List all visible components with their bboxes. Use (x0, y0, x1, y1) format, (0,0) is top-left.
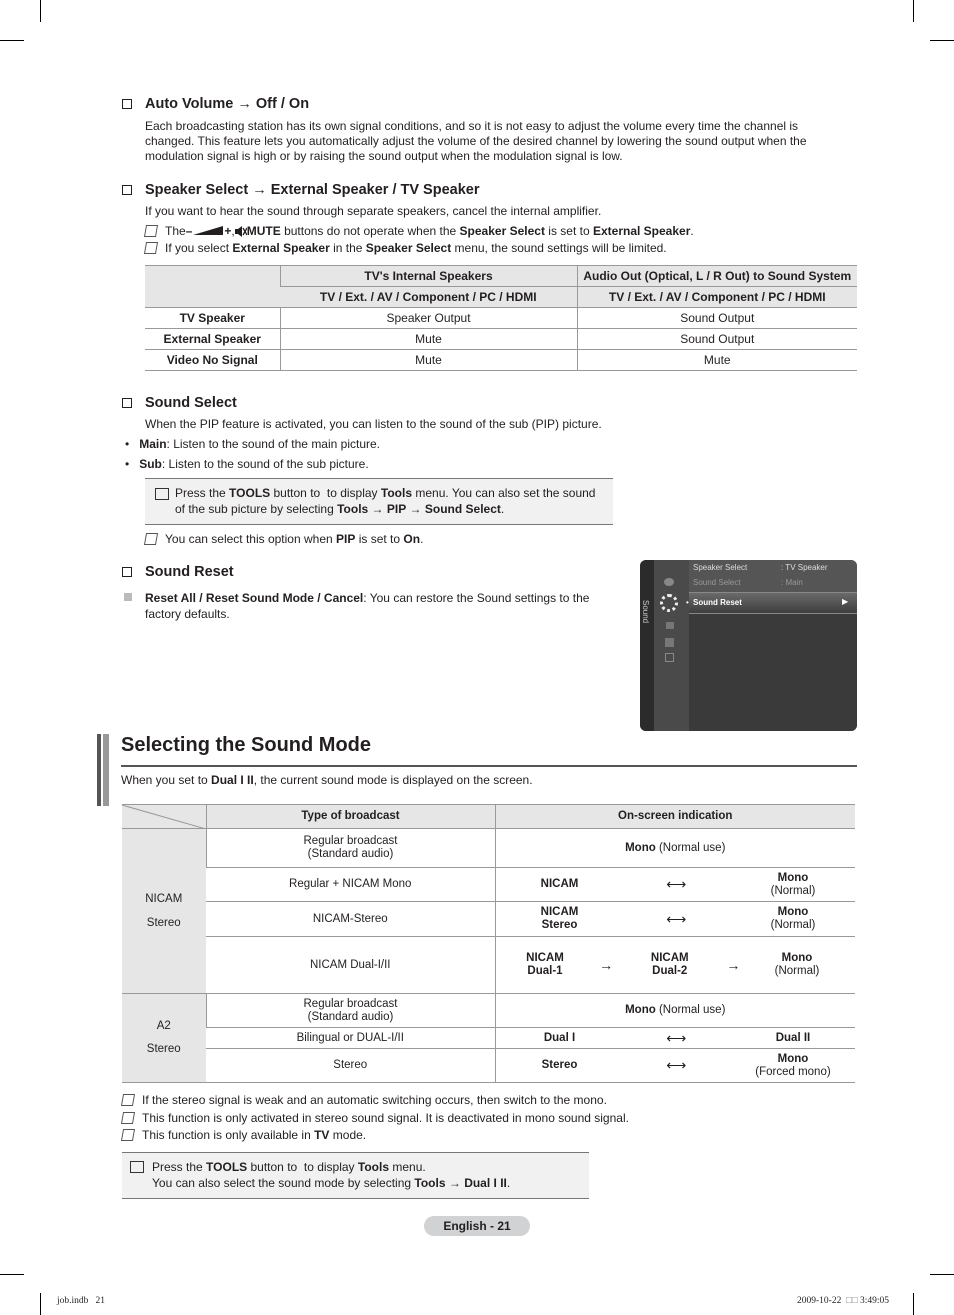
table-header: Audio Out (Optical, L / R Out) to Sound System (577, 266, 857, 287)
double-arrow-icon: ⟷ (666, 1057, 687, 1073)
indication: Dual-1 (527, 965, 563, 977)
note-icon (121, 1129, 135, 1141)
tools-text-part: Tools (337, 502, 369, 516)
osd-side-label: Sound (641, 600, 650, 624)
table-cell (495, 868, 855, 902)
indication: (Normal) (774, 965, 820, 977)
sound-select-tools-box (145, 478, 613, 525)
note-text: , (231, 224, 235, 238)
tools-text-part: Sound Select (424, 502, 501, 516)
note-text: On (403, 532, 421, 546)
cell-text: (Normal use) (655, 1004, 726, 1016)
note-text: This function is only available in (142, 1128, 315, 1142)
table-row (122, 902, 855, 937)
note-text: . (420, 532, 424, 546)
heading-bar (97, 734, 101, 806)
tools-text-part: → (368, 502, 387, 516)
table-cell: Regular + NICAM Mono (206, 868, 495, 902)
tools-text-part: PIP (386, 502, 407, 516)
cell-line: Regular broadcast (303, 835, 398, 847)
table-cell (495, 902, 855, 937)
note-icon (144, 242, 158, 254)
table-row (145, 308, 857, 329)
table-cell (495, 829, 855, 868)
a2-group-cell (122, 994, 206, 1083)
crop-mark (913, 1293, 914, 1315)
sound-select-body: When the PIP feature is activated, you can listen to the sound of the sub (PIP) picture. (145, 417, 602, 431)
table-cell: Sound Output (577, 329, 857, 350)
osd-bullet: • (686, 598, 689, 607)
sound-select-title-text: Sound Select (145, 395, 237, 411)
note-text: The (165, 224, 186, 238)
sound-reset-title-text: Sound Reset (145, 564, 234, 580)
indication: Dual II (775, 1031, 811, 1044)
indication: NICAM (540, 878, 579, 890)
table-cell: Mute (577, 350, 857, 371)
osd-item-label: Sound Reset (693, 598, 742, 607)
picture-icon (664, 578, 674, 586)
footer-boxes: □□ (846, 1296, 858, 1306)
table-cell: Mute (280, 350, 577, 371)
cell-text: Mono (625, 1004, 656, 1016)
bullet-text: : Listen to the sound of the sub picture. (161, 457, 369, 471)
tv-osd-screenshot (640, 560, 857, 731)
table-cell: External Speaker (145, 329, 280, 350)
indication: Dual-2 (652, 965, 688, 977)
sound-reset-text: : You can restore the Sound settings to the factory defaults. (145, 591, 590, 621)
group-label: Stereo (146, 916, 181, 929)
tools-text-part: TOOLS (229, 486, 271, 500)
indication: Mono (777, 871, 809, 884)
note-text: – (185, 224, 193, 238)
sound-reset-body (145, 590, 620, 622)
checkbox-icon (122, 567, 132, 577)
auto-volume-body: Each broadcasting station has its own signal conditions, and so it is not easy to adjust the volume every time the channel is changed. This feature lets you automatically adjust the volume of the desired channel by lowering the sound output when the modulation signal is high or by raising the sound output when the modulation signal is low. (145, 119, 807, 163)
table-row (145, 350, 857, 371)
intro-text: When you set to (121, 773, 212, 787)
note-text: Speaker Select (459, 224, 545, 238)
cell-line: Regular broadcast (303, 997, 398, 1010)
osd-arrow-icon: ▶ (842, 597, 849, 606)
speaker-select-title-text: Speaker Select → External Speaker / TV Speaker (145, 182, 480, 198)
footer-file: job.indb 21 (57, 1296, 106, 1306)
channel-icon (666, 622, 674, 629)
footer-timestamp (797, 1296, 889, 1306)
sound-gear-icon (660, 594, 678, 612)
note-icon (121, 1112, 135, 1124)
square-bullet-icon (124, 593, 132, 601)
note-text: External Speaker (592, 224, 691, 238)
checkbox-icon (122, 185, 132, 195)
tools-text (152, 1159, 426, 1175)
speaker-select-table (145, 265, 857, 371)
nicam-group-cell (122, 829, 206, 994)
note-text: If the stereo signal is weak and an automatic switching occurs, then switch to the mono. (142, 1093, 607, 1107)
indication: (Forced mono) (755, 1065, 831, 1078)
note-text: If you select (165, 241, 233, 255)
crop-mark (40, 0, 41, 22)
table-corner (145, 266, 280, 308)
table-subheader: TV / Ext. / AV / Component / PC / HDMI (577, 287, 857, 308)
osd-item-value: : TV Speaker (781, 563, 828, 572)
table-cell: Speaker Output (280, 308, 577, 329)
group-label: NICAM (145, 892, 183, 905)
right-arrow-icon: → (726, 956, 741, 973)
table-row (122, 937, 855, 994)
heading-rule (121, 765, 857, 767)
note-text: You can select this option when (165, 532, 337, 546)
osd-item-value: : Main (781, 578, 803, 587)
table-cell: NICAM-Stereo (206, 902, 495, 937)
tools-text-part: button to to display (247, 1160, 358, 1174)
heading-bar (103, 734, 109, 806)
tools-text-part: Dual I II (464, 1176, 507, 1190)
bullet-sub: • Sub: Listen to the sound of the sub picture. (125, 457, 369, 471)
right-arrow-icon: → (599, 956, 614, 973)
note-text: Speaker Select (365, 241, 452, 255)
osd-side-strip (640, 560, 654, 731)
sound-select-title (122, 395, 237, 411)
table-row (122, 868, 855, 902)
double-arrow-icon: ⟷ (666, 910, 687, 927)
note-text: External Speaker (232, 241, 330, 255)
table-cell (495, 937, 855, 994)
indication: (Normal) (770, 919, 816, 931)
tools-text-part: You can also select the sound mode by selecting (152, 1176, 415, 1190)
tools-text-part: menu. (389, 1160, 426, 1174)
double-arrow-icon: ⟷ (666, 876, 687, 892)
tools-text-part: → (406, 502, 425, 516)
mute-icon (235, 226, 247, 237)
table-row (122, 829, 855, 868)
tools-text (152, 1175, 510, 1191)
page-number: English - 21 (424, 1216, 530, 1236)
table-corner (122, 805, 206, 829)
sound-reset-label: Reset All / Reset Sound Mode / Cancel (145, 591, 364, 605)
section-heading: Selecting the Sound Mode (121, 734, 372, 756)
bullet-main: • Main: Listen to the sound of the main picture. (125, 437, 381, 451)
sound-mode-note-1 (122, 1093, 607, 1107)
indication: Mono (777, 906, 809, 918)
note-text: MUTE (246, 224, 281, 238)
table-cell (206, 994, 495, 1028)
bullet-label: Main (139, 437, 167, 451)
table-cell (206, 829, 495, 868)
table-cell (495, 1028, 855, 1049)
note-icon (121, 1094, 135, 1106)
osd-item-label: Speaker Select (693, 563, 748, 572)
table-row (145, 329, 857, 350)
table-cell: TV Speaker (145, 308, 280, 329)
sound-mode-note-3 (122, 1128, 366, 1142)
indication: Mono (777, 1052, 809, 1065)
osd-empty-area (689, 614, 857, 731)
footer-time: 3:49:05 (859, 1296, 889, 1306)
cell-text: (Normal use) (655, 841, 726, 854)
input-icon (665, 653, 674, 662)
tools-text-part: Press the (152, 1160, 207, 1174)
note-text: mode. (329, 1128, 367, 1142)
bullet-label: Sub (139, 457, 162, 471)
tools-text-part: Tools (414, 1176, 446, 1190)
tools-text-part: . (500, 502, 505, 516)
volume-ramp-icon (193, 226, 223, 236)
table-cell (495, 994, 855, 1028)
cell-line: (Standard audio) (307, 1010, 394, 1023)
table-row (122, 994, 855, 1028)
note-text: is set to (355, 532, 404, 546)
note-icon (144, 533, 158, 545)
table-row (122, 1049, 855, 1083)
note-text: + (224, 224, 232, 238)
indication: (Normal) (770, 884, 816, 897)
sound-select-note (145, 532, 423, 546)
tools-text-part: button to to display (270, 486, 381, 500)
osd-item-label: Sound Select (693, 578, 741, 587)
group-label: A2 (156, 1020, 171, 1032)
note-icon (144, 225, 158, 237)
auto-volume-title-text: Auto Volume → Off / On (145, 96, 310, 112)
table-row (122, 1028, 855, 1049)
cell-text: Mono (625, 841, 656, 854)
tools-icon (130, 1161, 144, 1173)
crop-mark (0, 1274, 24, 1275)
speaker-select-title (122, 182, 479, 198)
tools-text (175, 485, 607, 517)
note-text: This function is only activated in stereo sound signal. It is deactivated in mono sound signal. (142, 1111, 629, 1125)
tools-text-part: → (445, 1176, 465, 1190)
table-cell: Stereo (206, 1049, 495, 1083)
tools-text-part: Tools (380, 486, 413, 500)
intro-text: Dual I II (211, 773, 254, 787)
table-subheader: TV / Ext. / AV / Component / PC / HDMI (280, 287, 577, 308)
table-cell (495, 1049, 855, 1083)
tools-text-part: . (506, 1176, 511, 1190)
note-text: TV (314, 1128, 330, 1142)
auto-volume-title (122, 96, 309, 112)
indication: NICAM (650, 952, 689, 964)
note-text: menu, the sound settings will be limited. (451, 241, 667, 255)
tools-icon (155, 488, 169, 500)
tools-text-part: menu. You can also set the sound of the sub picture by selecting (175, 486, 599, 516)
table-cell: Sound Output (577, 308, 857, 329)
group-label: Stereo (146, 1043, 181, 1055)
indication: NICAM (526, 952, 564, 964)
crop-mark (930, 40, 954, 41)
sound-reset-title (122, 564, 234, 580)
indication: NICAM (540, 906, 579, 918)
sound-mode-tools-box (122, 1152, 589, 1199)
crop-mark (930, 1274, 954, 1275)
indication: Dual I (543, 1031, 576, 1044)
sound-mode-intro (121, 773, 533, 787)
tools-text-part: TOOLS (206, 1160, 248, 1174)
note-text: . (690, 224, 694, 238)
table-cell: Video No Signal (145, 350, 280, 371)
speaker-select-note-1 (145, 224, 694, 238)
table-header: TV's Internal Speakers (280, 266, 577, 287)
note-text: PIP (336, 532, 356, 546)
crop-mark (913, 0, 914, 22)
cell-line: (Standard audio) (307, 848, 394, 860)
checkbox-icon (122, 398, 132, 408)
table-header: On-screen indication (495, 805, 855, 829)
table-cell: NICAM Dual-I/II (206, 937, 495, 994)
diagonal-line (122, 805, 206, 829)
crop-mark (40, 1293, 41, 1315)
tools-text-part: Tools (357, 1160, 390, 1174)
table-header: Type of broadcast (206, 805, 495, 829)
sound-mode-note-2 (122, 1111, 629, 1125)
indication: Stereo (541, 1059, 578, 1071)
table-cell: Bilingual or DUAL-I/II (206, 1028, 495, 1049)
intro-text: , the current sound mode is displayed on the screen. (253, 773, 533, 787)
note-text: is set to (544, 224, 593, 238)
tools-text-part: Press the (175, 486, 230, 500)
checkbox-icon (122, 99, 132, 109)
crop-mark (0, 40, 24, 41)
setup-icon (665, 638, 674, 647)
table-cell: Mute (280, 329, 577, 350)
indication: Stereo (541, 919, 578, 931)
double-arrow-icon: ⟷ (666, 1029, 687, 1046)
speaker-select-note-2 (145, 241, 667, 255)
footer-date: 2009-10-22 (797, 1296, 842, 1306)
bullet-text: : Listen to the sound of the main picture. (166, 437, 381, 451)
sound-mode-table (122, 804, 855, 1083)
note-text: buttons do not operate when the (280, 224, 460, 238)
speaker-select-body: If you want to hear the sound through separate speakers, cancel the internal amplifier. (145, 204, 602, 218)
indication: Mono (781, 952, 813, 964)
note-text: in the (329, 241, 366, 255)
